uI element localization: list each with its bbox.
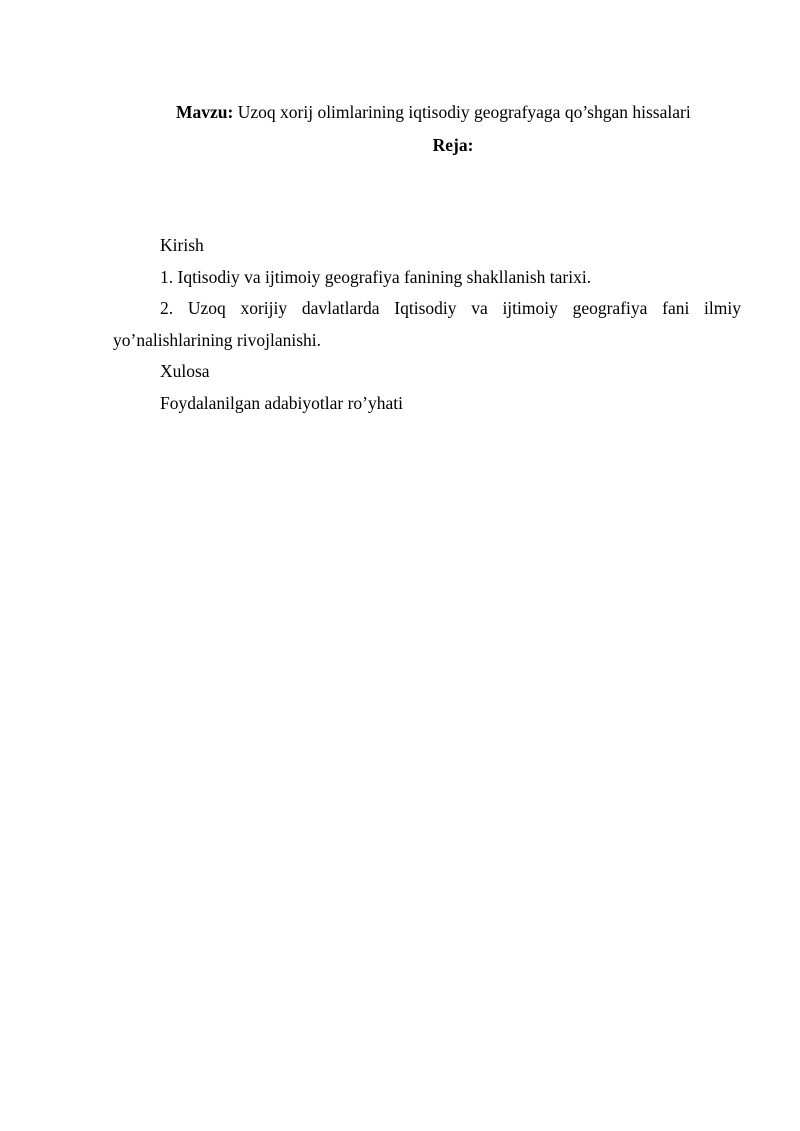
plan-list [113, 230, 741, 419]
topic-text: Uzoq xorij olimlarining iqtisodiy geografyaga qo’shgan hissalari [233, 102, 691, 122]
plan-item-intro: Kirish [160, 235, 204, 255]
plan-item-conclusion: Xulosa [160, 361, 210, 381]
plan-heading: Reja: [432, 135, 474, 155]
plan-item-1: 1. Iqtisodiy va ijtimoiy geografiya fanining shakllanish tarixi. [160, 266, 592, 287]
topic-label: Mavzu: [176, 102, 234, 122]
topic-line [176, 100, 691, 124]
plan-item-2: 2. Uzoq xorijiy davlatlarda Iqtisodiy va ijtimoiy geografiya fani ilmiy yo’nalishlarining rivojlanishi. [113, 298, 741, 350]
plan-item-references: Foydalanilgan adabiyotlar ro’yhati [160, 392, 403, 413]
